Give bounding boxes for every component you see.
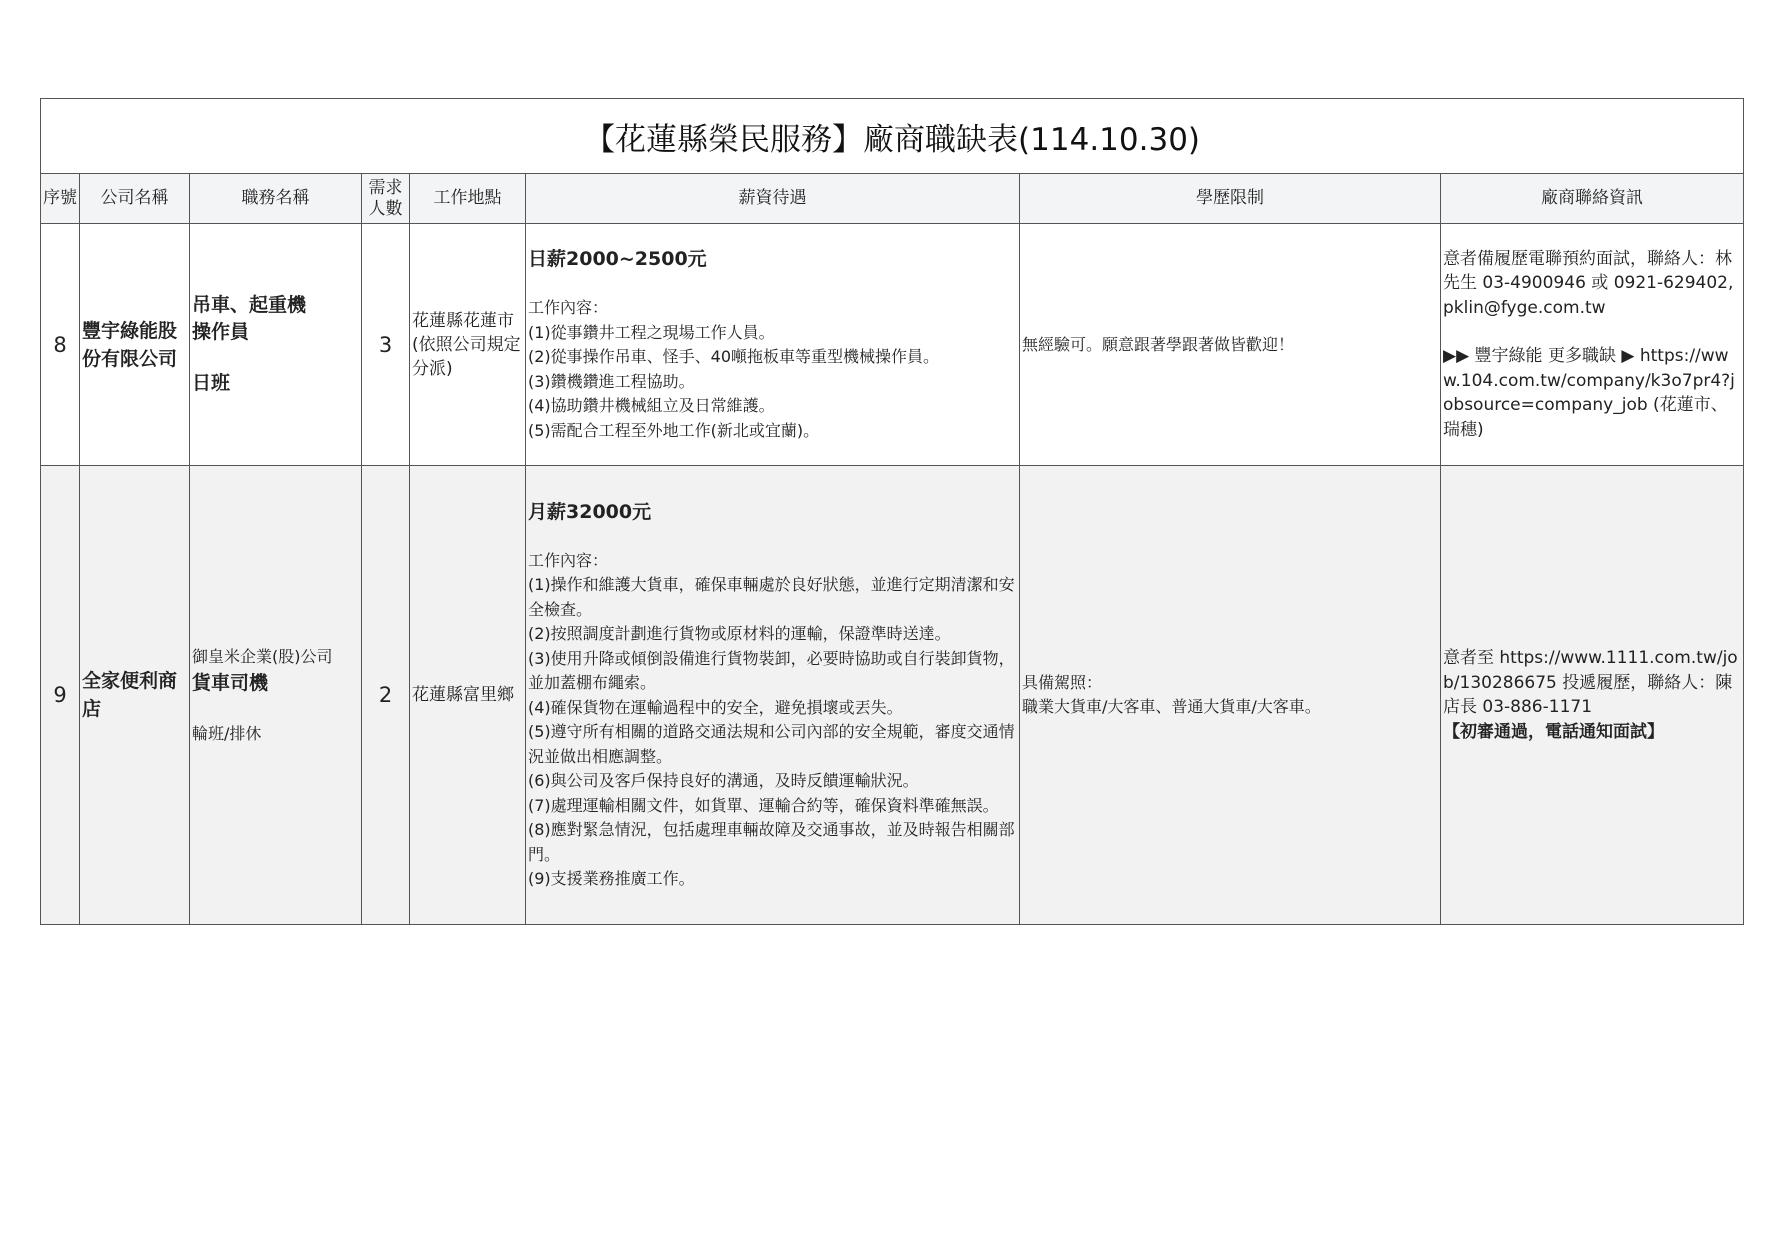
duty-item: (9)支援業務推廣工作。 <box>528 869 695 888</box>
contact-info: 意者至 https://www.1111.com.tw/job/130286675 投遞履歷，聯絡人：陳店長 03-886-1171 <box>1443 648 1738 717</box>
table-row <box>41 224 1744 466</box>
duty-item: (7)處理運輸相關文件，如貨單、運輸合約等，確保資料準確無誤。 <box>528 795 999 815</box>
header-contact: 廠商聯絡資訊 <box>1441 174 1744 224</box>
job-title-line: 操作員 <box>192 321 250 343</box>
job-shift: 輪班/排休 <box>192 723 262 743</box>
duty-item: (1)從事鑽井工程之現場工作人員。 <box>528 322 775 342</box>
duty-item: (3)使用升降或傾倒設備進行貨物裝卸，必要時協助或自行裝卸貨物，並加蓋棚布繩索。 <box>528 648 1015 692</box>
header-salary: 薪資待遇 <box>526 174 1020 224</box>
job-shift: 日班 <box>192 372 231 394</box>
header-row <box>41 174 1744 224</box>
more-jobs-link[interactable]: ▶▶ 豐宇綠能 更多職缺 ▶ https://www.104.com.tw/company/k3o7pr4?jobsource=company_job (花蓮市、瑞穗) <box>1443 346 1735 440</box>
duties-label: 工作內容： <box>528 298 609 317</box>
header-education: 學歷限制 <box>1020 174 1441 224</box>
job-title-cell <box>190 224 362 466</box>
duty-item: (4)協助鑽井機械組立及日常維護。 <box>528 396 775 415</box>
company-name: 豐宇綠能股份有限公司 <box>80 224 190 466</box>
salary-amount: 日薪2000~2500元 <box>528 248 707 270</box>
contact-cell <box>1441 224 1744 466</box>
duty-item: (8)應對緊急情況，包括處理車輛故障及交通事故，並及時報告相關部門。 <box>528 820 1015 864</box>
company-name: 全家便利商店 <box>80 466 190 925</box>
work-location: 花蓮縣富里鄉 <box>410 466 526 925</box>
headcount: 2 <box>362 466 410 925</box>
job-title-line: 吊車、起重機 <box>192 294 307 316</box>
education-label: 具備駕照： <box>1022 673 1103 692</box>
duty-item: (6)與公司及客戶保持良好的溝通，及時反饋運輸狀況。 <box>528 771 919 790</box>
salary-cell <box>526 224 1020 466</box>
job-vacancy-table <box>40 98 1744 925</box>
work-location: 花蓮縣花蓮市(依照公司規定分派) <box>410 224 526 466</box>
contact-info: 意者備履歷電聯預約面試，聯絡人：林先生 03-4900946 或 0921-629402, pklin@fyge.com.tw <box>1443 248 1734 318</box>
duty-item: (2)從事操作吊車、怪手、40噸拖板車等重型機械操作員。 <box>528 347 940 366</box>
contact-cell <box>1441 466 1744 925</box>
education-cell <box>1020 466 1441 925</box>
row-number: 9 <box>41 466 80 925</box>
education-requirement: 無經驗可。願意跟著學跟著做皆歡迎！ <box>1020 224 1441 466</box>
header-company: 公司名稱 <box>80 174 190 224</box>
salary-cell <box>526 466 1020 925</box>
education-requirement: 職業大貨車/大客車、普通大貨車/大客車。 <box>1022 697 1321 716</box>
job-title-cell <box>190 466 362 925</box>
job-title: 貨車司機 <box>192 671 269 694</box>
duty-item: (4)確保貨物在運輸過程中的安全，避免損壞或丟失。 <box>528 697 903 717</box>
table-row <box>41 466 1744 925</box>
header-count: 需求人數 <box>362 174 410 224</box>
duty-item: (2)按照調度計劃進行貨物或原材料的運輸，保證準時送達。 <box>528 624 951 643</box>
duty-item: (3)鑽機鑽進工程協助。 <box>528 371 695 391</box>
row-number: 8 <box>41 224 80 466</box>
header-job: 職務名稱 <box>190 174 362 224</box>
salary-amount: 月薪32000元 <box>528 500 652 523</box>
job-employer: 御皇米企業(股)公司 <box>192 646 333 666</box>
header-location: 工作地點 <box>410 174 526 224</box>
duties-label: 工作內容： <box>528 550 609 570</box>
duty-item: (1)操作和維護大貨車，確保車輛處於良好狀態，並進行定期清潔和安全檢查。 <box>528 575 1015 619</box>
duty-item: (5)需配合工程至外地工作(新北或宜蘭)。 <box>528 420 820 440</box>
header-no: 序號 <box>41 174 80 224</box>
interview-note: 【初審通過，電話通知面試】 <box>1443 721 1664 742</box>
page-title: 【花蓮縣榮民服務】廠商職缺表(114.10.30) <box>41 99 1744 174</box>
headcount: 3 <box>362 224 410 466</box>
duty-item: (5)遵守所有相關的道路交通法規和公司內部的安全規範，審度交通情況並做出相應調整。 <box>528 722 1015 766</box>
